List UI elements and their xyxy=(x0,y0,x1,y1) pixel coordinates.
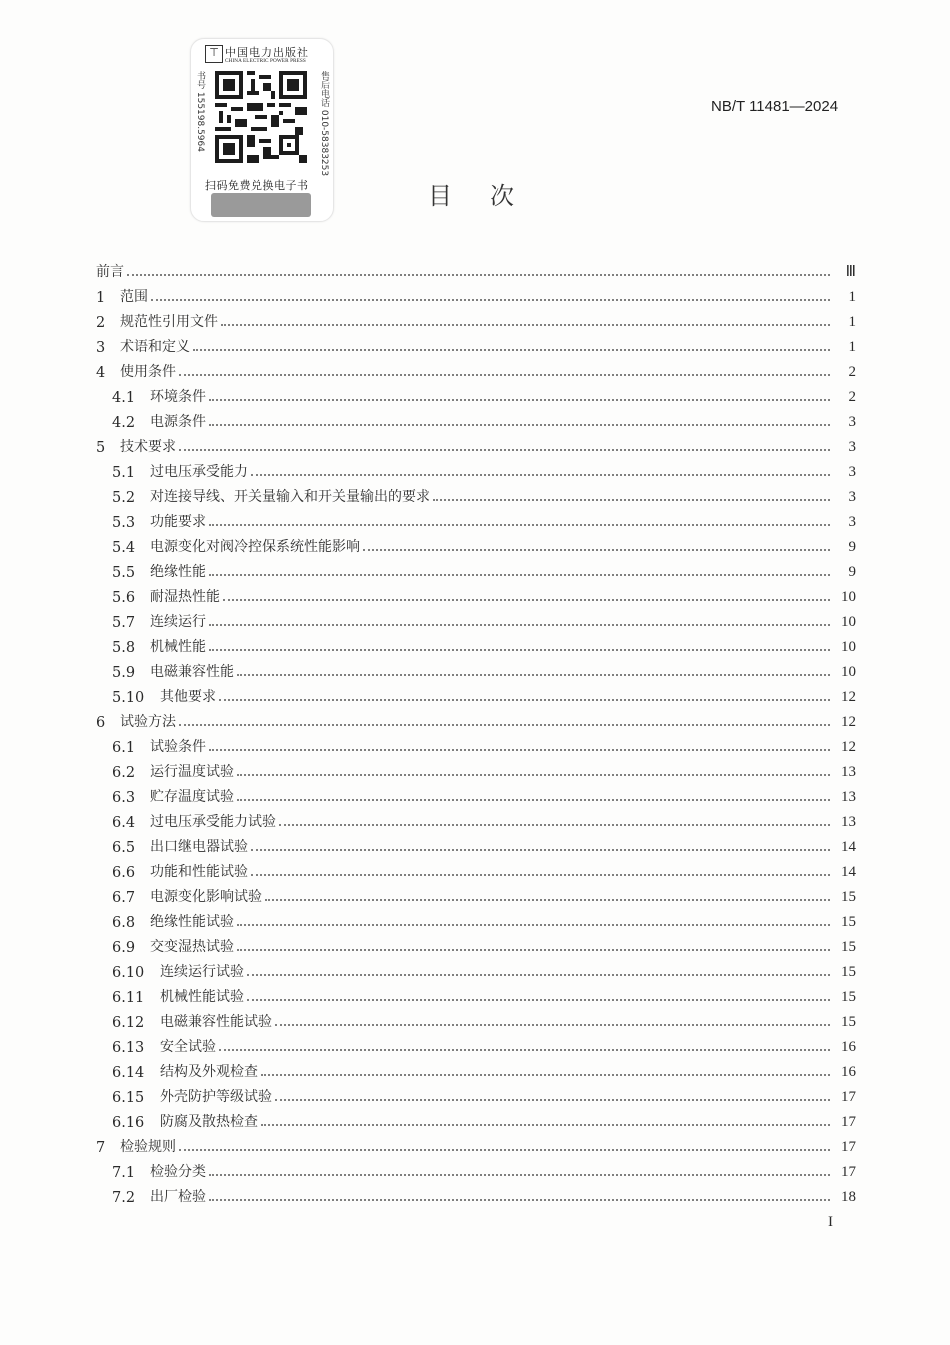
toc-entry-title[interactable]: 耐湿热性能 xyxy=(150,589,220,605)
leader-dots xyxy=(209,424,830,426)
publisher-name: 中国电力出版社 xyxy=(225,46,309,59)
toc-entry-title[interactable]: 结构及外观检查 xyxy=(160,1064,258,1080)
toc-entry-title[interactable]: 连续运行试验 xyxy=(160,964,244,980)
leader-dots xyxy=(209,574,830,576)
leader-dots xyxy=(363,549,830,551)
leader-dots xyxy=(251,849,830,851)
toc-entry-title[interactable]: 功能要求 xyxy=(150,514,206,530)
toc-entry-page: 17 xyxy=(841,1114,856,1130)
toc-entry-number: 5.10 xyxy=(112,690,145,706)
toc-entry-title[interactable]: 规范性引用文件 xyxy=(120,314,218,330)
toc-entry-title[interactable]: 环境条件 xyxy=(150,389,206,405)
toc-entry-number: 6.4 xyxy=(112,815,136,831)
toc-entry-number: 6.1 xyxy=(112,740,136,756)
toc-entry-title[interactable]: 绝缘性能 xyxy=(150,564,206,580)
leader-dots xyxy=(209,1174,830,1176)
toc-entry-page: 10 xyxy=(841,639,856,655)
toc-entry-page: 3 xyxy=(848,414,856,430)
leader-dots xyxy=(237,799,830,801)
toc-entry-page: 14 xyxy=(841,839,856,855)
toc-entry-number: 5.4 xyxy=(112,540,136,556)
toc-entry[interactable] xyxy=(96,281,856,306)
leader-dots xyxy=(209,399,830,401)
toc-entry-page: 17 xyxy=(841,1164,856,1180)
toc-entry-title[interactable]: 过电压承受能力试验 xyxy=(150,814,276,830)
toc-entry-page: 14 xyxy=(841,864,856,880)
toc-entry-title[interactable]: 电磁兼容性能试验 xyxy=(160,1014,272,1030)
leader-dots xyxy=(251,474,830,476)
hotline: 售后电话 010-58383253 xyxy=(319,71,329,177)
toc-entry-title[interactable]: 防腐及散热检查 xyxy=(160,1114,258,1130)
toc-entry[interactable] xyxy=(96,531,856,556)
toc-entry-page: 3 xyxy=(848,439,856,455)
toc-entry-title[interactable]: 过电压承受能力 xyxy=(150,464,248,480)
toc-entry-title[interactable]: 检验分类 xyxy=(150,1164,206,1180)
toc-entry-number: 5.2 xyxy=(112,490,136,506)
toc-entry-number: 6.16 xyxy=(112,1115,145,1131)
toc-entry-title[interactable]: 安全试验 xyxy=(160,1039,216,1055)
toc-entry-number: 6.8 xyxy=(112,915,136,931)
toc-entry[interactable] xyxy=(96,256,856,281)
publisher-logo-icon: ⊤ xyxy=(205,45,223,63)
publisher-name-en: CHINA ELECTRIC POWER PRESS xyxy=(225,58,306,64)
toc-entry-number: 6 xyxy=(96,715,106,731)
toc-entry[interactable] xyxy=(96,581,856,606)
toc-entry[interactable] xyxy=(96,406,856,431)
toc-entry-title[interactable]: 对连接导线、开关量输入和开关量输出的要求 xyxy=(150,489,430,505)
toc-entry-page: 10 xyxy=(841,614,856,630)
toc-entry-number: 6.14 xyxy=(112,1065,145,1081)
toc-entry-title[interactable]: 机械性能试验 xyxy=(160,989,244,1005)
toc-entry-page: 1 xyxy=(848,314,856,330)
toc-entry[interactable] xyxy=(96,481,856,506)
leader-dots xyxy=(275,1024,830,1026)
toc-entry-number: 6.5 xyxy=(112,840,136,856)
toc-entry-title[interactable]: 使用条件 xyxy=(120,364,176,380)
leader-dots xyxy=(209,624,830,626)
toc-entry[interactable] xyxy=(96,831,856,856)
toc-entry-number: 5.7 xyxy=(112,615,136,631)
toc-entry[interactable] xyxy=(96,1031,856,1056)
toc-entry[interactable] xyxy=(96,756,856,781)
toc-entry-page: 17 xyxy=(841,1139,856,1155)
toc-entry-number: 5.8 xyxy=(112,640,136,656)
toc-entry[interactable] xyxy=(96,681,856,706)
toc-entry-page: 15 xyxy=(841,989,856,1005)
leader-dots xyxy=(179,374,830,376)
toc-entry-title[interactable]: 功能和性能试验 xyxy=(150,864,248,880)
toc-entry-number: 6.2 xyxy=(112,765,136,781)
toc-entry[interactable] xyxy=(96,956,856,981)
leader-dots xyxy=(193,349,830,351)
toc-entry-number: 6.7 xyxy=(112,890,136,906)
toc-entry-page: 1 xyxy=(848,289,856,305)
toc-entry[interactable] xyxy=(96,881,856,906)
toc-entry-title[interactable]: 电源变化影响试验 xyxy=(150,889,262,905)
toc-entry-title[interactable]: 机械性能 xyxy=(150,639,206,655)
toc-entry-title[interactable]: 贮存温度试验 xyxy=(150,789,234,805)
leader-dots xyxy=(247,999,830,1001)
toc-entry-number: 6.13 xyxy=(112,1040,145,1056)
toc-entry-page: 15 xyxy=(841,1014,856,1030)
toc-entry-number: 6.15 xyxy=(112,1090,145,1106)
toc-entry[interactable] xyxy=(96,606,856,631)
toc-entry-page: 12 xyxy=(841,689,856,705)
leader-dots xyxy=(237,949,830,951)
toc-entry-page: 2 xyxy=(848,364,856,380)
toc-entry-number: 6.6 xyxy=(112,865,136,881)
toc-entry[interactable] xyxy=(96,306,856,331)
toc-entry-number: 6.12 xyxy=(112,1015,145,1031)
leader-dots xyxy=(151,299,830,301)
toc-entry-title[interactable]: 连续运行 xyxy=(150,614,206,630)
toc-entry-page: 17 xyxy=(841,1089,856,1105)
toc-entry-page: 9 xyxy=(848,564,856,580)
toc-entry[interactable] xyxy=(96,1156,856,1181)
toc-entry[interactable] xyxy=(96,906,856,931)
toc-entry-number: 7.1 xyxy=(112,1165,136,1181)
toc-entry[interactable] xyxy=(96,931,856,956)
toc-entry-page: 13 xyxy=(841,789,856,805)
toc-entry-number: 4.1 xyxy=(112,390,136,406)
toc-entry-page: 16 xyxy=(841,1064,856,1080)
toc-entry-number: 5.3 xyxy=(112,515,136,531)
toc-entry-page: 9 xyxy=(848,539,856,555)
toc-entry-title[interactable]: 试验方法 xyxy=(120,714,176,730)
leader-dots xyxy=(219,699,830,701)
toc-entry-title[interactable]: 绝缘性能试验 xyxy=(150,914,234,930)
qr-code-icon[interactable] xyxy=(215,71,307,163)
page-title: 目次 xyxy=(428,182,552,210)
toc-entry-number: 7 xyxy=(96,1140,106,1156)
leader-dots xyxy=(219,1049,830,1051)
standard-number: NB/T 11481—2024 xyxy=(711,98,839,115)
leader-dots xyxy=(251,874,830,876)
toc-entry-title[interactable]: 其他要求 xyxy=(160,689,216,705)
leader-dots xyxy=(221,324,830,326)
toc-entry-number: 5.9 xyxy=(112,665,136,681)
toc-entry[interactable] xyxy=(96,1131,856,1156)
toc-entry[interactable] xyxy=(96,731,856,756)
toc-entry-title[interactable]: 出口继电器试验 xyxy=(150,839,248,855)
toc-entry-page: 16 xyxy=(841,1039,856,1055)
toc-entry[interactable] xyxy=(96,806,856,831)
toc-entry-title[interactable]: 电磁兼容性能 xyxy=(150,664,234,680)
leader-dots xyxy=(209,1199,830,1201)
toc-entry-title[interactable]: 检验规则 xyxy=(120,1139,176,1155)
toc-entry[interactable] xyxy=(96,856,856,881)
table-of-contents xyxy=(96,256,856,1206)
toc-entry[interactable] xyxy=(96,631,856,656)
toc-entry-number: 5.1 xyxy=(112,465,136,481)
toc-entry[interactable] xyxy=(96,1056,856,1081)
leader-dots xyxy=(179,449,830,451)
toc-entry-number: 5 xyxy=(96,440,106,456)
toc-entry[interactable] xyxy=(96,656,856,681)
toc-entry-title[interactable]: 术语和定义 xyxy=(120,339,190,355)
toc-entry-page: 3 xyxy=(848,489,856,505)
toc-entry-number: 7.2 xyxy=(112,1190,136,1206)
toc-entry-page: 15 xyxy=(841,914,856,930)
toc-entry[interactable] xyxy=(96,331,856,356)
scan-instruction: 扫码免费兑换电子书 xyxy=(205,179,309,192)
toc-entry-page: 10 xyxy=(841,664,856,680)
book-number: 书号 155198.5964 xyxy=(195,71,205,152)
toc-entry[interactable] xyxy=(96,981,856,1006)
toc-entry-page: 15 xyxy=(841,939,856,955)
leader-dots xyxy=(179,724,830,726)
toc-entry-number: 1 xyxy=(96,290,106,306)
toc-entry-page: 10 xyxy=(841,589,856,605)
toc-entry-title[interactable]: 电源条件 xyxy=(150,414,206,430)
toc-entry-title[interactable]: 出厂检验 xyxy=(150,1189,206,1205)
toc-entry-page: 1 xyxy=(848,339,856,355)
toc-entry-number: 5.6 xyxy=(112,590,136,606)
toc-entry[interactable] xyxy=(96,431,856,456)
toc-entry-number: 6.9 xyxy=(112,940,136,956)
leader-dots xyxy=(261,1124,830,1126)
toc-entry[interactable] xyxy=(96,781,856,806)
toc-entry-number: 3 xyxy=(96,340,106,356)
leader-dots xyxy=(237,924,830,926)
leader-dots xyxy=(279,824,830,826)
leader-dots xyxy=(433,499,830,501)
toc-entry[interactable] xyxy=(96,456,856,481)
leader-dots xyxy=(209,524,830,526)
leader-dots xyxy=(223,599,830,601)
leader-dots xyxy=(209,749,830,751)
toc-entry-title[interactable]: 交变湿热试验 xyxy=(150,939,234,955)
toc-entry-title[interactable]: 运行温度试验 xyxy=(150,764,234,780)
leader-dots xyxy=(261,1074,830,1076)
toc-entry-page: 15 xyxy=(841,964,856,980)
leader-dots xyxy=(237,774,830,776)
toc-entry[interactable] xyxy=(96,381,856,406)
toc-entry-number: 6.10 xyxy=(112,965,145,981)
leader-dots xyxy=(237,674,830,676)
toc-entry-title[interactable]: 范围 xyxy=(120,289,148,305)
toc-entry-number: 4.2 xyxy=(112,415,136,431)
toc-entry-number: 6.3 xyxy=(112,790,136,806)
toc-entry[interactable] xyxy=(96,356,856,381)
toc-entry-page: 12 xyxy=(841,714,856,730)
leader-dots xyxy=(209,649,830,651)
toc-entry-page: Ⅲ xyxy=(845,264,856,280)
toc-entry-page: 3 xyxy=(848,464,856,480)
toc-entry-page: 2 xyxy=(848,389,856,405)
toc-entry-title[interactable]: 前言 xyxy=(96,264,124,280)
toc-entry-number: 2 xyxy=(96,315,106,331)
leader-dots xyxy=(247,974,830,976)
toc-entry[interactable] xyxy=(96,506,856,531)
toc-entry-page: 15 xyxy=(841,889,856,905)
page-number: I xyxy=(828,1214,833,1230)
leader-dots xyxy=(127,274,830,276)
toc-entry-title[interactable]: 外壳防护等级试验 xyxy=(160,1089,272,1105)
toc-entry-number: 4 xyxy=(96,365,106,381)
toc-entry-title[interactable]: 技术要求 xyxy=(120,439,176,455)
toc-entry[interactable] xyxy=(96,556,856,581)
leader-dots xyxy=(275,1099,830,1101)
toc-entry[interactable] xyxy=(96,706,856,731)
toc-entry[interactable] xyxy=(96,1081,856,1106)
leader-dots xyxy=(179,1149,830,1151)
leader-dots xyxy=(265,899,830,901)
toc-entry-page: 13 xyxy=(841,814,856,830)
toc-entry-page: 18 xyxy=(841,1189,856,1205)
toc-entry[interactable] xyxy=(96,1181,856,1206)
toc-entry-title[interactable]: 电源变化对阀冷控保系统性能影响 xyxy=(150,539,360,555)
toc-entry-number: 6.11 xyxy=(112,990,145,1006)
toc-entry-page: 3 xyxy=(848,514,856,530)
toc-entry-page: 12 xyxy=(841,739,856,755)
toc-entry-number: 5.5 xyxy=(112,565,136,581)
toc-entry-title[interactable]: 试验条件 xyxy=(150,739,206,755)
toc-entry-page: 13 xyxy=(841,764,856,780)
toc-entry[interactable] xyxy=(96,1106,856,1131)
toc-entry[interactable] xyxy=(96,1006,856,1031)
